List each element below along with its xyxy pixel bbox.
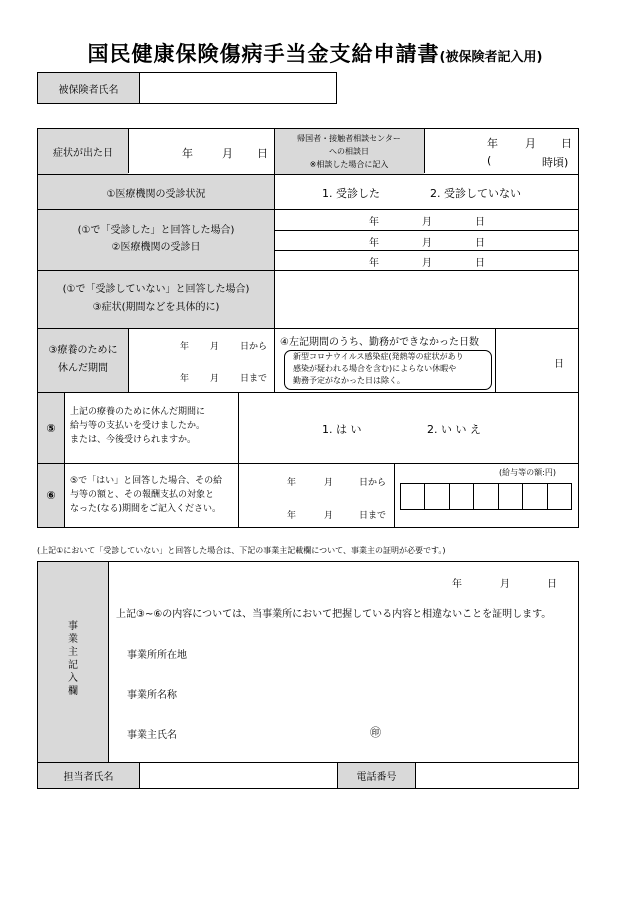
rest-to-year: 年 bbox=[180, 374, 190, 384]
phone-field[interactable] bbox=[415, 762, 579, 789]
amount-digit-box[interactable] bbox=[548, 484, 571, 509]
form-title-main: 国民健康保険傷病手当金支給申請書 bbox=[87, 42, 440, 66]
q6-from-month: 月 bbox=[324, 478, 334, 488]
rest-label-line2: 休んだ期間 bbox=[58, 363, 108, 374]
amount-digit-box[interactable] bbox=[425, 484, 449, 509]
employer-note: (上記①において「受診していない」と回答した場合は、下記の事業主記載欄について、事業主の証明が必要です。) bbox=[37, 546, 446, 555]
q6-from-suffix: 日から bbox=[359, 478, 387, 488]
q6-amount-boxes[interactable] bbox=[400, 483, 572, 510]
q3-label-line2: ③症状(期間などを具体的に) bbox=[92, 302, 220, 313]
insured-name-label: 被保険者氏名 bbox=[37, 72, 140, 104]
q2-date-row[interactable] bbox=[275, 251, 579, 270]
q1-option-not-visited[interactable]: 2. 受診していない bbox=[430, 187, 521, 200]
amount-digit-box[interactable] bbox=[474, 484, 498, 509]
employer-name-label: 事業所名称 bbox=[127, 690, 177, 701]
amount-digit-box[interactable] bbox=[523, 484, 547, 509]
employer-month: 月 bbox=[500, 579, 510, 590]
q6-text-line3: なった(なる)期間をご記入ください。 bbox=[70, 504, 222, 514]
q4-days-field[interactable] bbox=[496, 329, 579, 392]
q4-note-line1: 新型コロナウイルス感染症(発熱等の症状があり bbox=[293, 352, 464, 361]
q2-day: 日 bbox=[475, 238, 485, 249]
q2-year: 年 bbox=[369, 238, 379, 249]
employer-owner-label: 事業主氏名 bbox=[127, 730, 177, 741]
q2-month: 月 bbox=[422, 238, 432, 249]
q6-period-field[interactable] bbox=[239, 464, 394, 527]
q5-number: ⑤ bbox=[46, 421, 56, 435]
employer-side-label bbox=[38, 620, 108, 698]
q4-note bbox=[293, 351, 493, 387]
consult-month: 月 bbox=[525, 137, 536, 150]
q2-date-row[interactable] bbox=[275, 231, 579, 250]
consult-label-line3: ※相談した場合に記入 bbox=[309, 160, 389, 169]
amount-digit-box[interactable] bbox=[450, 484, 474, 509]
form-title bbox=[0, 38, 630, 68]
q4-day-unit: 日 bbox=[554, 359, 564, 370]
q2-label-line1: (①で「受診した」と回答した場合) bbox=[77, 225, 235, 236]
q6-amount-label: (給与等の額:円) bbox=[499, 468, 556, 477]
q6-to-year: 年 bbox=[287, 511, 297, 521]
onset-month: 月 bbox=[222, 147, 233, 160]
q4-note-line3: 勤務予定がなかった日は除く。 bbox=[293, 376, 405, 385]
q2-year: 年 bbox=[369, 217, 379, 228]
employer-owner-field[interactable] bbox=[200, 720, 370, 744]
consult-label-line2: への相談日 bbox=[329, 147, 369, 156]
q2-date-row[interactable] bbox=[275, 210, 579, 230]
q2-label bbox=[38, 210, 274, 270]
employer-name-field[interactable] bbox=[200, 680, 570, 704]
consult-day: 日 bbox=[561, 137, 572, 150]
q2-month: 月 bbox=[422, 258, 432, 269]
q2-day: 日 bbox=[475, 258, 485, 269]
amount-digit-box[interactable] bbox=[499, 484, 523, 509]
q2-month: 月 bbox=[422, 217, 432, 228]
q5-question bbox=[70, 405, 238, 447]
q3-symptoms-field[interactable] bbox=[275, 271, 579, 328]
contact-person-field[interactable] bbox=[139, 762, 338, 789]
side-char: 業 bbox=[68, 634, 78, 645]
q5-option-no[interactable]: 2. い い え bbox=[427, 423, 481, 436]
q3-label-line1: (①で「受診していない」と回答した場合) bbox=[62, 284, 250, 295]
onset-day: 日 bbox=[257, 147, 268, 160]
q4-label: ④左記期間のうち、勤務ができなかった日数 bbox=[280, 337, 479, 348]
rest-period-field[interactable] bbox=[129, 329, 274, 392]
q5-text-line1: 上記の療養のために休んだ期間に bbox=[70, 407, 206, 417]
consult-time: 時頃) bbox=[542, 156, 569, 169]
q6-to-month: 月 bbox=[324, 511, 334, 521]
employer-statement: 上記③~⑥の内容については、当事業所において把握している内容と相違ないことを証明します。 bbox=[116, 609, 552, 620]
q2-label-line2: ②医療機関の受診日 bbox=[111, 242, 201, 253]
form-title-sub: (被保険者記入用) bbox=[439, 50, 543, 65]
q5-text-line3: または、今後受けられますか。 bbox=[70, 435, 197, 445]
onset-date-field[interactable] bbox=[129, 129, 274, 174]
q6-text-line2: 与等の額と、その報酬支払の対象と bbox=[70, 490, 215, 500]
q6-question bbox=[70, 474, 238, 516]
q1-label: ①医療機関の受診状況 bbox=[106, 188, 206, 200]
rest-label-line1: ③療養のために bbox=[48, 345, 118, 356]
employer-address-field[interactable] bbox=[200, 640, 570, 664]
side-char: 入 bbox=[68, 673, 78, 684]
q2-year: 年 bbox=[369, 258, 379, 269]
q5-option-yes[interactable]: 1. は い bbox=[322, 423, 362, 436]
employer-day: 日 bbox=[547, 579, 557, 590]
q6-to-suffix: 日まで bbox=[359, 511, 387, 521]
rest-from-month: 月 bbox=[210, 342, 220, 352]
q4-note-line2: 感染が疑われる場合を含む)によらない休暇や bbox=[293, 364, 457, 373]
rest-to-suffix: 日まで bbox=[240, 374, 268, 384]
employer-year: 年 bbox=[452, 579, 462, 590]
consult-paren: ( bbox=[487, 154, 492, 167]
insured-name-field[interactable] bbox=[139, 72, 337, 104]
consult-label bbox=[274, 129, 424, 174]
employer-address-label: 事業所所在地 bbox=[127, 650, 187, 661]
rest-from-year: 年 bbox=[180, 342, 190, 352]
consult-year: 年 bbox=[487, 137, 498, 150]
onset-label: 症状が出た日 bbox=[53, 148, 113, 159]
rest-from-suffix: 日から bbox=[240, 342, 268, 352]
side-char: 欄 bbox=[68, 686, 78, 697]
q6-from-year: 年 bbox=[287, 478, 297, 488]
side-char: 主 bbox=[68, 647, 78, 658]
q6-text-line1: ⑤で「はい」と回答した場合、その給 bbox=[70, 476, 223, 486]
q1-option-visited[interactable]: 1. 受診した bbox=[322, 187, 380, 200]
contact-person-label: 担当者氏名 bbox=[37, 762, 140, 789]
q5-text-line2: 給与等の支払いを受けましたか。 bbox=[70, 421, 206, 431]
side-char: 事 bbox=[68, 621, 78, 632]
consult-date-field[interactable] bbox=[425, 129, 579, 174]
seal-mark: ㊞ bbox=[370, 726, 381, 739]
q3-label bbox=[38, 271, 274, 328]
consult-label-line1: 帰国者・接触者相談センター bbox=[297, 134, 401, 143]
side-char: 記 bbox=[68, 660, 78, 671]
rest-period-label bbox=[38, 329, 128, 392]
onset-year: 年 bbox=[182, 147, 193, 160]
rest-to-month: 月 bbox=[210, 374, 220, 384]
amount-digit-box[interactable] bbox=[401, 484, 425, 509]
q6-number: ⑥ bbox=[46, 489, 56, 502]
q2-day: 日 bbox=[475, 217, 485, 228]
phone-label: 電話番号 bbox=[337, 762, 416, 789]
